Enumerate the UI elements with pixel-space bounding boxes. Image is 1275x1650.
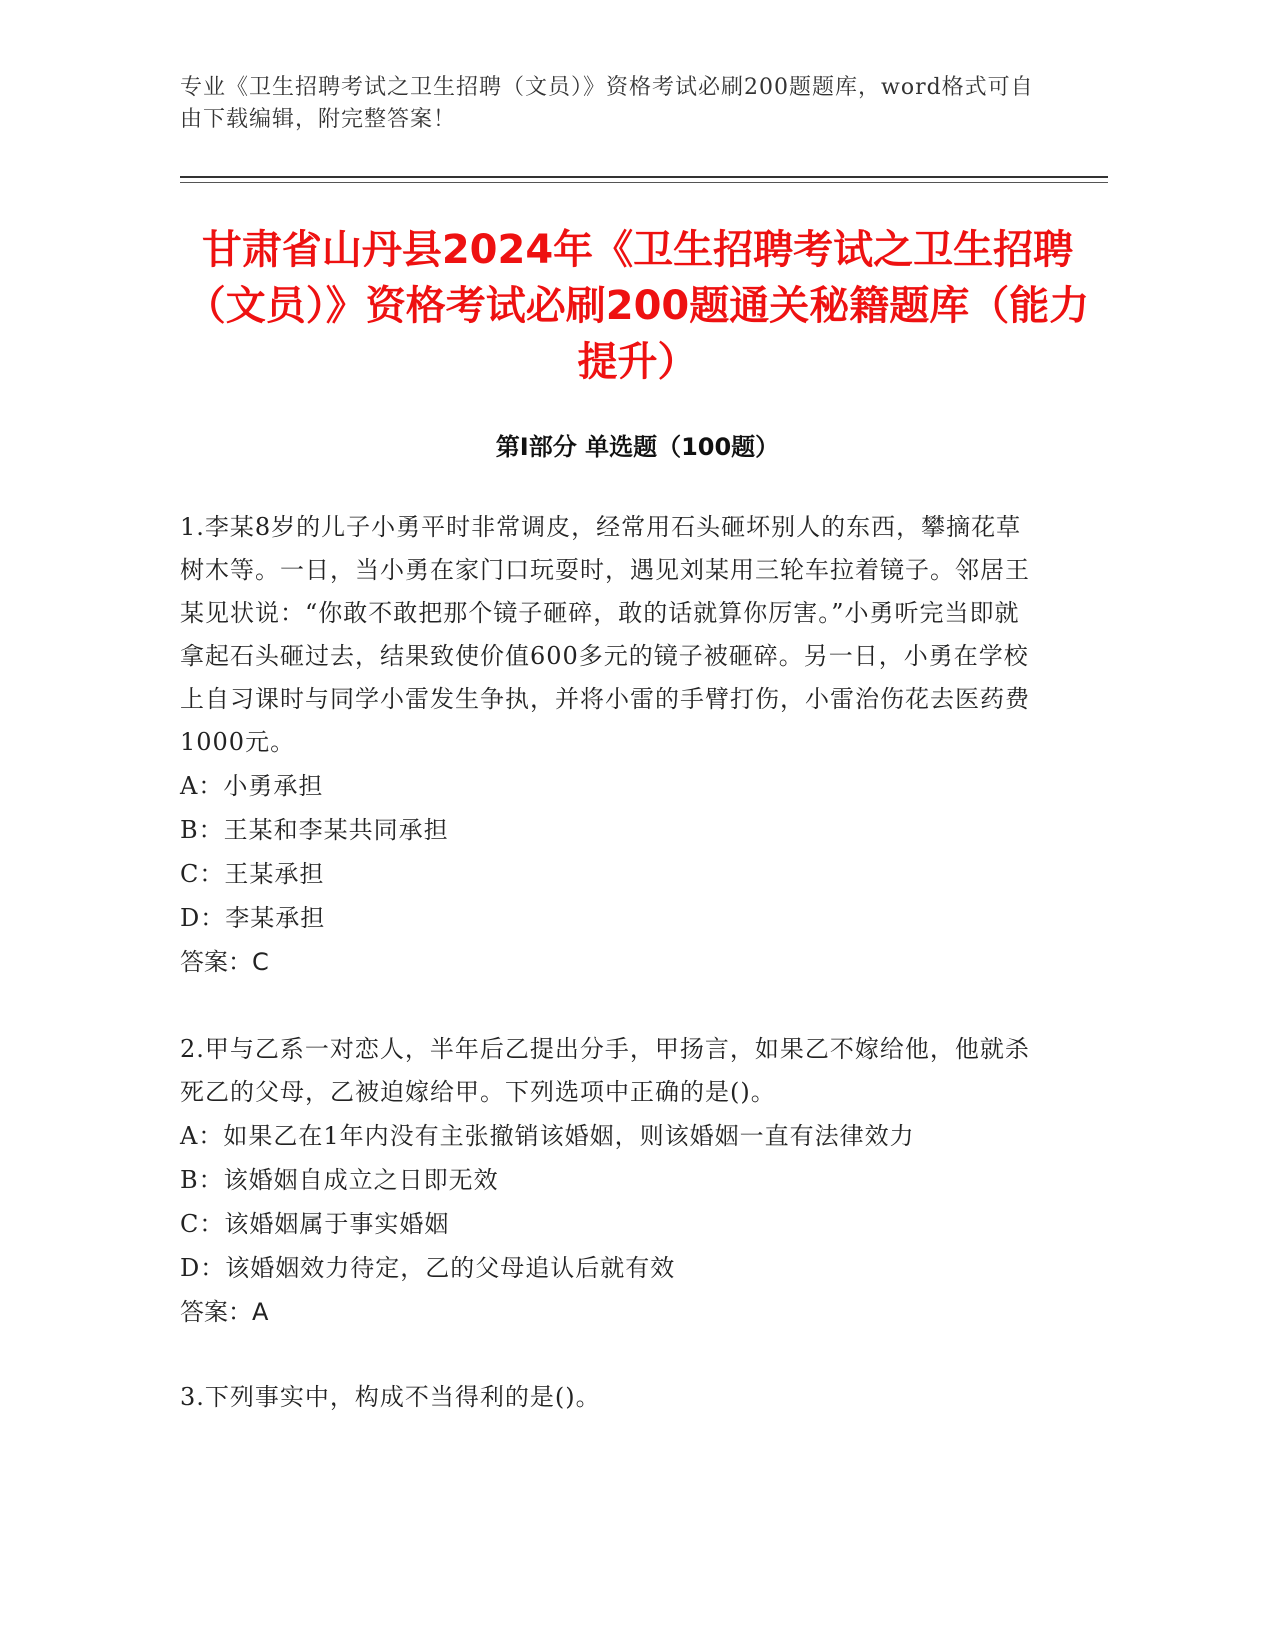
answer: 答案：C	[180, 948, 269, 976]
option-d: D：该婚姻效力待定，乙的父母追认后就有效	[180, 1254, 676, 1282]
section-heading: 第Ⅰ部分 单选题（100题）	[495, 433, 780, 461]
option-b: B：该婚姻自成立之日即无效	[180, 1166, 499, 1194]
document-title: 甘肃省山丹县2024年《卫生招聘考试之卫生招聘（文员）》资格考试必刷200题通关秘籍题库（能力提升）	[185, 227, 1090, 385]
question-3	[180, 1376, 1040, 1419]
option-d: D：李某承担	[180, 904, 326, 932]
header-divider-thick	[180, 176, 1108, 178]
question-2	[180, 1028, 1040, 1334]
header-note: 专业《卫生招聘考试之卫生招聘（文员）》资格考试必刷200题题库，word格式可自由下载编辑，附完整答案！	[180, 75, 1034, 132]
option-c: C：该婚姻属于事实婚姻	[180, 1210, 450, 1238]
question-stem: 3.下列事实中，构成不当得利的是()。	[180, 1383, 601, 1411]
header-divider-thin	[180, 182, 1108, 183]
question-stem: 2.甲与乙系一对恋人，半年后乙提出分手，甲扬言，如果乙不嫁给他，他就杀死乙的父母，乙被迫嫁给甲。下列选项中正确的是()。	[180, 1035, 1030, 1106]
question-stem: 1.李某8岁的儿子小勇平时非常调皮，经常用石头砸坏别人的东西，攀摘花草树木等。一日，当小勇在家门口玩耍时，遇见刘某用三轮车拉着镜子。邻居王某见状说：“你敢不敢把那个镜子砸碎，敢的话就算你厉害。”小勇听完当即就拿起石头砸过去，结果致使价值600多元的镜子被砸碎。另一日，小勇在学校上自习课时与同学小雷发生争执，并将小雷的手臂打伤，小雷治伤花去医药费1000元。	[180, 513, 1030, 756]
option-a: A：小勇承担	[180, 772, 324, 800]
option-c: C：王某承担	[180, 860, 325, 888]
answer: 答案：A	[180, 1298, 269, 1326]
option-a: A：如果乙在1年内没有主张撤销该婚姻，则该婚姻一直有法律效力	[180, 1122, 915, 1150]
option-b: B：王某和李某共同承担	[180, 816, 449, 844]
question-1	[180, 506, 1040, 984]
